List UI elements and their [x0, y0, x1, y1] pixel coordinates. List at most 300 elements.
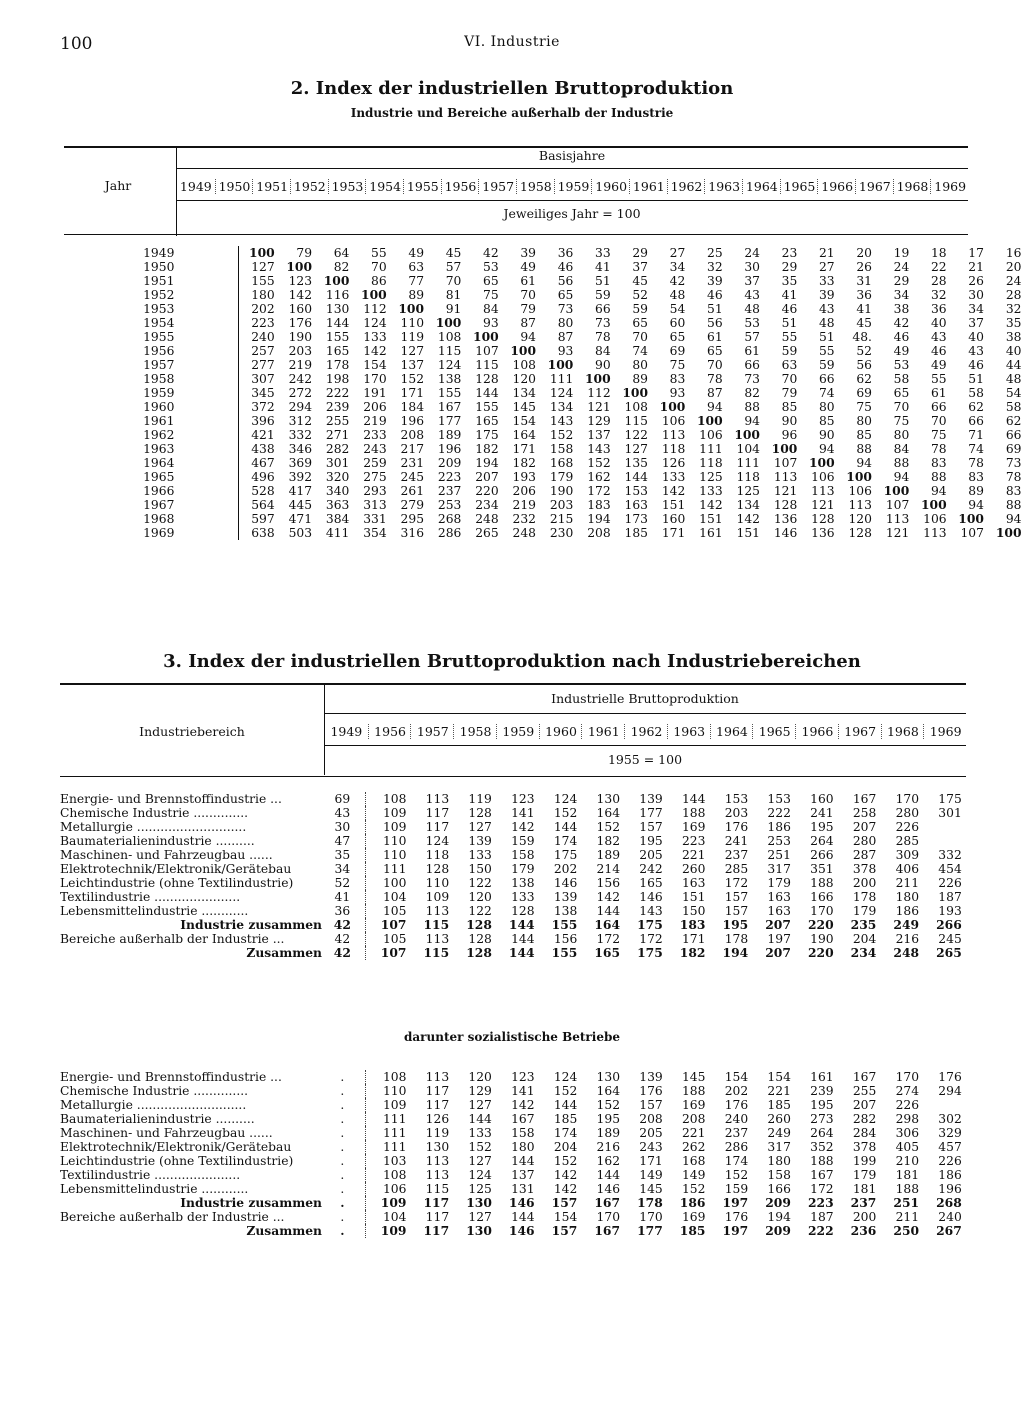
value-cell: 79 — [781, 386, 798, 400]
value-cell: 55 — [371, 246, 387, 260]
value-cell: 78 — [968, 456, 984, 470]
table2-col-header: 1968 — [893, 179, 932, 194]
table2-col-header: 1964 — [742, 179, 781, 194]
value-cell: 128 — [468, 932, 492, 946]
year-cell: 1956 — [143, 344, 175, 358]
value-cell: 200 — [852, 1210, 877, 1224]
value-cell: 100 — [473, 329, 499, 344]
value-cell: 128 — [425, 862, 450, 876]
value-cell: 144 — [508, 945, 535, 960]
value-cell: 139 — [468, 834, 492, 848]
value-cell: 88 — [1005, 498, 1022, 512]
value-cell: 94 — [744, 414, 760, 428]
value-cell: 33 — [595, 246, 611, 260]
value-cell: 90 — [818, 428, 835, 442]
value-cell: 223 — [681, 834, 706, 848]
value-cell: 454 — [938, 862, 962, 876]
value-cell: 205 — [639, 848, 663, 862]
value-cell: 34 — [669, 260, 686, 274]
row-label: Zusammen — [246, 946, 322, 960]
value-cell: . — [322, 1196, 365, 1210]
value-cell: 232 — [512, 512, 537, 526]
row-label: Textilindustrie ...................... — [60, 1168, 241, 1182]
value-cell: 165 — [594, 945, 621, 960]
value-cell: 128 — [475, 372, 499, 386]
value-cell: 179 — [852, 1168, 877, 1182]
value-cell: 175 — [938, 792, 962, 806]
value-cell: 167 — [594, 1223, 621, 1238]
value-cell: 100 — [585, 371, 611, 386]
value-cell: 159 — [724, 1182, 749, 1196]
value-cell: 307 — [239, 372, 277, 386]
value-cell: 88 — [893, 456, 910, 470]
row-label: Elektrotechnik/Elektronik/Gerätebau — [60, 862, 292, 876]
value-cell: 179 — [549, 470, 574, 484]
value-cell: 268 — [437, 512, 462, 526]
value-cell: 135 — [624, 456, 648, 470]
value-cell: . — [322, 1210, 365, 1224]
value-cell: 90 — [595, 358, 611, 372]
value-cell: 188 — [895, 1182, 920, 1196]
value-cell: 153 — [624, 484, 648, 498]
value-cell: 113 — [425, 932, 450, 946]
value-cell: 89 — [632, 372, 648, 386]
value-cell: 29 — [781, 260, 798, 274]
value-cell: 134 — [512, 386, 537, 400]
value-cell: 167 — [594, 1195, 621, 1210]
value-cell: 144 — [553, 1098, 578, 1112]
value-cell: 134 — [736, 498, 760, 512]
value-cell: 237 — [724, 848, 749, 862]
value-cell: 108 — [382, 1168, 407, 1182]
value-cell: 129 — [587, 414, 611, 428]
row-label: Baumaterialienindustrie .......... — [60, 834, 255, 848]
value-cell: 142 — [596, 890, 621, 904]
table-row — [64, 260, 1024, 274]
value-cell: 61 — [707, 330, 723, 344]
value-cell: 113 — [425, 792, 450, 806]
value-cell: 62 — [856, 372, 872, 386]
value-cell: 58 — [968, 386, 984, 400]
value-cell: 138 — [511, 876, 535, 890]
value-cell: 28 — [930, 274, 947, 288]
table-row — [60, 1098, 964, 1112]
value-cell: 124 — [437, 358, 462, 372]
value-cell: 185 — [679, 1223, 706, 1238]
value-cell: 39 — [520, 246, 537, 260]
value-cell: 42 — [669, 274, 686, 288]
value-cell: 118 — [661, 442, 686, 456]
value-cell: 157 — [724, 890, 749, 904]
value-cell: 53 — [893, 358, 910, 372]
table3-col-header: 1961 — [581, 724, 625, 739]
value-cell: 216 — [596, 1140, 621, 1154]
row-label: Leichtindustrie (ohne Textilindustrie) — [60, 876, 294, 890]
value-cell: 282 — [325, 442, 350, 456]
table-row — [64, 512, 1024, 526]
year-cell: 1952 — [143, 288, 175, 302]
value-cell: 222 — [807, 1223, 834, 1238]
table-row — [64, 414, 1024, 428]
value-cell: 180 — [511, 1140, 535, 1154]
value-cell: 194 — [587, 512, 611, 526]
value-cell: 81 — [445, 288, 462, 302]
value-cell: 62 — [968, 400, 984, 414]
table-row — [64, 470, 1024, 484]
value-cell: 53 — [744, 316, 760, 330]
value-cell: 30 — [744, 260, 760, 274]
value-cell: 209 — [437, 456, 462, 470]
value-cell: 26 — [968, 274, 984, 288]
row-label: Energie- und Brennstoffindustrie ... — [60, 1070, 282, 1084]
value-cell: 77 — [408, 274, 425, 288]
table2-col-header: 1966 — [817, 179, 856, 194]
value-cell: 285 — [724, 862, 749, 876]
value-cell: 89 — [968, 484, 984, 498]
value-cell: 112 — [587, 386, 611, 400]
value-cell: 122 — [624, 428, 648, 442]
table-row — [64, 316, 1024, 330]
value-cell: 71 — [968, 428, 984, 442]
value-cell: 242 — [288, 372, 313, 386]
value-cell: 346 — [288, 442, 313, 456]
value-cell: 141 — [511, 806, 535, 820]
value-cell: 352 — [810, 1140, 834, 1154]
value-cell: 111 — [382, 1140, 407, 1154]
value-cell: 169 — [681, 1210, 706, 1224]
value-cell: 54 — [669, 302, 686, 316]
value-cell: 45 — [445, 246, 462, 260]
value-cell: 48 — [744, 302, 760, 316]
value-cell: 188 — [681, 806, 706, 820]
value-cell: 123 — [511, 792, 535, 806]
value-cell: 208 — [587, 526, 611, 540]
value-cell: 44 — [1005, 358, 1022, 372]
table2-title: 2. Index der industriellen Bruttoproduktion — [290, 78, 734, 99]
value-cell: 174 — [724, 1154, 749, 1168]
value-cell: 85 — [781, 400, 798, 414]
value-cell: 52 — [322, 876, 365, 890]
table-row — [60, 918, 964, 932]
value-cell: 59 — [781, 344, 798, 358]
value-cell: 209 — [765, 1195, 791, 1210]
value-cell: 105 — [382, 932, 407, 946]
year-cell: 1961 — [143, 414, 175, 428]
value-cell: 167 — [437, 400, 462, 414]
value-cell: 66 — [1005, 428, 1022, 442]
value-cell: 115 — [423, 917, 450, 932]
table-row — [64, 386, 1024, 400]
value-cell: 73 — [557, 302, 574, 316]
value-cell: 61 — [744, 344, 760, 358]
value-cell: 127 — [468, 1210, 492, 1224]
value-cell: 60 — [669, 316, 686, 330]
table2-col-header: 1960 — [591, 179, 630, 194]
value-cell: 145 — [681, 1070, 706, 1084]
table2-subtitle: Industrie und Bereiche außerhalb der Industrie — [350, 106, 674, 120]
value-cell: 78 — [595, 330, 611, 344]
value-cell: 166 — [767, 1182, 791, 1196]
value-cell: 223 — [239, 316, 277, 330]
value-cell: 384 — [325, 512, 350, 526]
value-cell: 597 — [239, 512, 277, 526]
value-cell: 188 — [810, 876, 834, 890]
table2-col-header: 1959 — [554, 179, 593, 194]
value-cell: 178 — [637, 1195, 663, 1210]
value-cell: 317 — [767, 1140, 791, 1154]
value-cell: 503 — [288, 526, 313, 540]
value-cell: 392 — [288, 470, 313, 484]
value-cell: 100 — [361, 287, 387, 302]
value-cell: 240 — [239, 330, 277, 344]
value-cell: 174 — [553, 1126, 578, 1140]
value-cell: 34 — [968, 302, 984, 316]
table-row — [60, 1070, 964, 1084]
value-cell: 73 — [1005, 456, 1022, 470]
value-cell: 203 — [724, 806, 749, 820]
value-cell: . — [322, 1098, 365, 1112]
value-cell: 113 — [923, 526, 947, 540]
value-cell: 157 — [639, 1098, 663, 1112]
value-cell: 190 — [549, 484, 574, 498]
value-cell: 153 — [724, 792, 749, 806]
value-cell: 182 — [512, 456, 537, 470]
value-cell: 235 — [850, 917, 877, 932]
value-cell: 57 — [445, 260, 462, 274]
value-cell: 152 — [596, 1098, 621, 1112]
value-cell: 107 — [475, 344, 499, 358]
value-cell: 245 — [400, 470, 425, 484]
value-cell: 125 — [468, 1182, 492, 1196]
value-cell: 329 — [938, 1126, 962, 1140]
year-cell: 1968 — [143, 512, 175, 526]
value-cell: 43 — [968, 344, 984, 358]
value-cell: 43 — [930, 330, 947, 344]
table-row — [60, 806, 964, 820]
value-cell: 295 — [400, 512, 425, 526]
value-cell: 100 — [323, 273, 350, 288]
value-cell: 202 — [239, 302, 277, 316]
value-cell: 124 — [553, 792, 578, 806]
value-cell: 226 — [938, 1154, 962, 1168]
value-cell: 189 — [596, 848, 621, 862]
year-cell: 1950 — [143, 260, 175, 274]
value-cell: 313 — [363, 498, 387, 512]
value-cell: 221 — [681, 848, 706, 862]
value-cell: 199 — [852, 1154, 877, 1168]
value-cell: 117 — [425, 1210, 450, 1224]
value-cell: 226 — [895, 1098, 920, 1112]
value-cell: 46 — [707, 288, 723, 302]
value-cell: 188 — [681, 1084, 706, 1098]
value-cell: 172 — [810, 1182, 834, 1196]
value-cell: 207 — [852, 820, 877, 834]
value-cell: 152 — [681, 1182, 706, 1196]
value-cell: 105 — [382, 904, 407, 918]
row-label: Metallurgie ............................ — [60, 820, 247, 834]
value-cell: 54 — [1005, 386, 1022, 400]
value-cell: 142 — [511, 820, 535, 834]
row-label: Lebensmittelindustrie ............ — [60, 904, 249, 918]
value-cell: 265 — [936, 945, 962, 960]
value-cell: 496 — [239, 470, 277, 484]
value-cell: 144 — [681, 792, 706, 806]
value-cell: 41 — [856, 302, 872, 316]
value-cell: 255 — [325, 414, 350, 428]
value-cell: 125 — [736, 484, 760, 498]
value-cell: 284 — [852, 1126, 877, 1140]
value-cell: 33 — [818, 274, 835, 288]
year-cell: 1949 — [143, 246, 175, 260]
value-cell: 211 — [895, 1210, 920, 1224]
value-cell: 249 — [767, 1126, 791, 1140]
value-cell: 206 — [363, 400, 387, 414]
value-cell: 30 — [968, 288, 984, 302]
value-cell: 88 — [930, 470, 947, 484]
value-cell: 109 — [380, 1223, 407, 1238]
value-cell: 47 — [322, 834, 365, 848]
value-cell: 174 — [553, 834, 578, 848]
table-row — [60, 1126, 964, 1140]
value-cell — [921, 834, 964, 848]
table2-base-note: Jeweiliges Jahr = 100 — [503, 206, 641, 221]
value-cell: 31 — [856, 274, 872, 288]
value-cell: 230 — [549, 526, 574, 540]
value-cell: 128 — [466, 945, 492, 960]
value-cell: 154 — [724, 1070, 749, 1084]
value-cell: 34 — [893, 288, 910, 302]
value-cell: 146 — [773, 526, 798, 540]
value-cell: 175 — [553, 848, 578, 862]
value-cell: 87 — [557, 330, 574, 344]
value-cell: 332 — [938, 848, 962, 862]
value-cell: 144 — [596, 904, 621, 918]
value-cell: 65 — [707, 344, 723, 358]
value-cell: 216 — [895, 932, 920, 946]
value-cell: 78 — [1005, 470, 1022, 484]
table-row — [60, 1168, 964, 1182]
value-cell: 200 — [852, 876, 877, 890]
value-cell: 94 — [930, 484, 947, 498]
value-cell: 271 — [325, 428, 350, 442]
value-cell: 83 — [968, 470, 984, 484]
value-cell: 638 — [239, 526, 277, 540]
value-cell: 110 — [400, 316, 425, 330]
value-cell: 142 — [511, 1098, 535, 1112]
table-row — [60, 1112, 964, 1126]
value-cell: 163 — [624, 498, 648, 512]
value-cell: 124 — [468, 1168, 492, 1182]
value-cell: 223 — [437, 470, 462, 484]
value-cell: 162 — [587, 470, 611, 484]
value-cell: 193 — [512, 470, 537, 484]
value-cell: 119 — [400, 330, 425, 344]
value-cell: 82 — [333, 260, 350, 274]
value-cell: 169 — [681, 820, 706, 834]
value-cell: 133 — [699, 484, 723, 498]
value-cell: 120 — [468, 1070, 492, 1084]
row-label: Industrie zusammen — [180, 918, 322, 932]
value-cell: 240 — [724, 1112, 749, 1126]
value-cell: 85 — [856, 428, 872, 442]
value-cell: 186 — [895, 904, 920, 918]
value-cell: 73 — [744, 372, 760, 386]
value-cell: 151 — [661, 498, 686, 512]
value-cell: 171 — [400, 386, 425, 400]
value-cell: 171 — [512, 442, 537, 456]
value-cell: 144 — [508, 917, 535, 932]
value-cell: 70 — [893, 400, 910, 414]
value-cell: 340 — [325, 484, 350, 498]
value-cell: 170 — [895, 792, 920, 806]
table2-basis-header: Basisjahre — [538, 148, 606, 163]
value-cell: 120 — [512, 372, 537, 386]
table2-col-header: 1961 — [629, 179, 668, 194]
value-cell: 223 — [807, 1195, 834, 1210]
value-cell: 106 — [382, 1182, 407, 1196]
value-cell: 100 — [771, 441, 798, 456]
row-label: Textilindustrie ...................... — [60, 890, 241, 904]
row-label: Chemische Industrie .............. — [60, 806, 249, 820]
value-cell: 88 — [744, 400, 760, 414]
value-cell: 83 — [669, 372, 686, 386]
value-cell: 127 — [468, 1098, 492, 1112]
value-cell: 220 — [807, 917, 834, 932]
value-cell: 176 — [724, 1098, 749, 1112]
value-cell: 121 — [811, 498, 835, 512]
value-cell: 172 — [596, 932, 621, 946]
value-cell: 143 — [587, 442, 611, 456]
value-cell: 171 — [681, 932, 706, 946]
value-cell: 203 — [549, 498, 574, 512]
value-cell: 234 — [850, 945, 877, 960]
value-cell: 51 — [818, 330, 835, 344]
value-cell: 274 — [895, 1084, 920, 1098]
value-cell: 165 — [475, 414, 499, 428]
value-cell: 219 — [363, 414, 387, 428]
table-row — [64, 330, 1024, 344]
value-cell: 173 — [624, 512, 648, 526]
value-cell: 128 — [466, 917, 492, 932]
table2-col-header: 1950 — [215, 179, 254, 194]
value-cell: 113 — [848, 498, 872, 512]
value-cell: 155 — [551, 945, 578, 960]
table-row — [60, 834, 964, 848]
value-cell: 205 — [639, 1126, 663, 1140]
table2-col-header: 1958 — [516, 179, 555, 194]
table3-col-header: 1959 — [496, 724, 540, 739]
value-cell: 239 — [810, 1084, 834, 1098]
value-cell: 107 — [380, 945, 407, 960]
value-cell: 79 — [296, 246, 313, 260]
table3-row-header: Industriebereich — [139, 724, 245, 739]
value-cell: 113 — [425, 1168, 450, 1182]
table3-col-header: 1962 — [624, 724, 668, 739]
value-cell: 150 — [681, 904, 706, 918]
value-cell: 285 — [895, 834, 920, 848]
value-cell: 75 — [669, 358, 686, 372]
value-cell: 438 — [239, 442, 277, 456]
value-cell: 36 — [557, 246, 574, 260]
value-cell: 471 — [288, 512, 313, 526]
value-cell: 240 — [938, 1210, 962, 1224]
value-cell: 39 — [818, 288, 835, 302]
value-cell: 45 — [632, 274, 648, 288]
value-cell: 144 — [596, 1168, 621, 1182]
table-row — [60, 820, 964, 834]
value-cell: 80 — [893, 428, 910, 442]
value-cell: 185 — [624, 526, 648, 540]
